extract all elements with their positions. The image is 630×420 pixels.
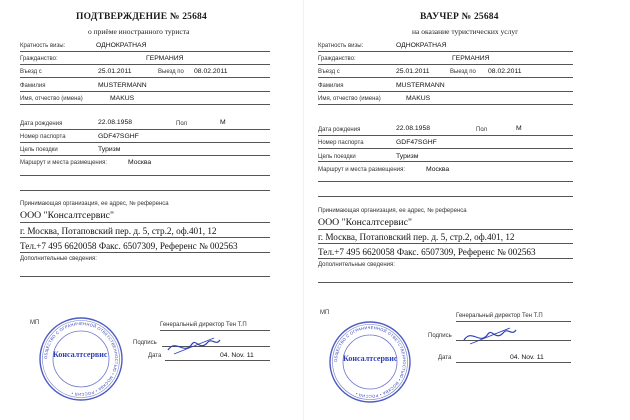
entry-label: Въезд с [20, 69, 42, 75]
exit-value: 08.02.2011 [194, 68, 228, 75]
visa-underline [318, 51, 573, 52]
purpose-underline [318, 161, 573, 162]
org-label: Принимающая организация, ее адрес, № референса [20, 201, 169, 207]
exit-label: Выезд по [450, 69, 476, 75]
stamp-ring-text: ОБЩЕСТВО С ОГРАНИЧЕННОЙ ОТВЕТСТВЕННОСТЬЮ • МОСКВА • РОССИЯ • [332, 324, 408, 400]
date-label: Дата [148, 353, 162, 359]
citizenship-value: ГЕРМАНИЯ [452, 55, 490, 62]
date-value: 04. Nov. 11 [220, 352, 254, 359]
form-title: ПОДТВЕРЖДЕНИЕ № 25684 [76, 12, 207, 22]
purpose-underline [20, 155, 270, 156]
visa-label: Кратность визы: [318, 43, 364, 49]
route-label: Маршрут и места размещения: [318, 167, 406, 173]
org-address: г. Москва, Потаповский пер. д. 5, стр.2, оф.401, 12 [318, 232, 515, 242]
form-subtitle: на оказание туристических услуг [412, 27, 519, 36]
signature-mark [164, 332, 222, 358]
purpose-label: Цель поездки [318, 154, 356, 160]
mp-label: МП [320, 310, 330, 316]
route-underline-1 [20, 175, 270, 176]
form-title: ВАУЧЕР № 25684 [420, 12, 499, 22]
extra-underline [20, 276, 270, 277]
dob-label: Дата рождения [318, 127, 361, 133]
org-phone-underline [318, 258, 573, 259]
entry-value: 25.01.2011 [98, 68, 132, 75]
stamp-name: Консалтсервис [53, 350, 108, 359]
dob-value: 22.08.1958 [396, 125, 431, 132]
purpose-value: Туризм [396, 153, 419, 160]
org-phone-underline [20, 252, 270, 253]
extra-underline [318, 282, 573, 283]
org-phone: Тел.+7 495 6620058 Факс. 6507309, Референс № 002563 [20, 241, 238, 251]
citizenship-underline [318, 64, 573, 65]
dob-underline [318, 135, 573, 136]
purpose-label: Цель поездки [20, 147, 58, 153]
citizenship-label: Гражданство: [20, 56, 58, 62]
director-label: Генеральный директор Тен Т.П [456, 313, 543, 319]
name-underline [20, 104, 270, 105]
name-label: Имя, отчество (имена) [20, 96, 83, 102]
voucher-form [310, 0, 630, 420]
stamp-ring-text: ОБЩЕСТВО С ОГРАНИЧЕННОЙ ОТВЕТСТВЕННОСТЬЮ • МОСКВА • РОССИЯ • [42, 320, 120, 398]
director-underline [160, 330, 270, 331]
org-address-underline [318, 243, 573, 244]
entry-value: 25.01.2011 [396, 68, 430, 75]
surname-underline [20, 91, 270, 92]
purpose-value: Туризм [98, 146, 121, 153]
dob-value: 22.08.1958 [98, 119, 133, 126]
citizenship-label: Гражданство: [318, 56, 356, 62]
mp-label: МП [30, 320, 40, 326]
date-label: Дата [438, 355, 452, 361]
org-name-underline [20, 222, 270, 223]
date-underline [165, 360, 270, 361]
visa-underline [20, 51, 270, 52]
extra-label: Дополнительные сведения: [318, 262, 395, 268]
route-underline-1 [318, 181, 573, 182]
stamp-name: Консалтсервис [343, 354, 398, 363]
exit-value: 08.02.2011 [488, 68, 522, 75]
sex-label: Пол [476, 127, 488, 133]
route-label: Маршрут и места размещения: [20, 160, 108, 166]
surname-label: Фамилия [20, 83, 46, 89]
route-value: Москва [128, 159, 152, 166]
route-underline-2 [20, 190, 270, 191]
org-name-underline [318, 229, 573, 230]
surname-value: MUSTERMANN [396, 82, 445, 89]
org-address-underline [20, 237, 270, 238]
sex-value: М [220, 119, 226, 126]
confirmation-form [0, 0, 300, 420]
signature-mark [460, 322, 518, 348]
extra-label: Дополнительные сведения: [20, 256, 97, 262]
org-address: г. Москва, Потаповский пер. д. 5, стр.2, оф.401, 12 [20, 226, 217, 236]
form-subtitle: о приёме иностранного туриста [88, 27, 190, 36]
citizenship-underline [20, 64, 270, 65]
org-name: ООО "Консалтсервис" [20, 210, 114, 221]
sex-label: Пол [176, 121, 188, 127]
dob-label: Дата рождения [20, 121, 63, 127]
svg-text:ОБЩЕСТВО С ОГРАНИЧЕННОЙ ОТВЕТС [43, 321, 119, 397]
surname-label: Фамилия [318, 83, 344, 89]
citizenship-value: ГЕРМАНИЯ [146, 55, 184, 62]
surname-value: MUSTERMANN [98, 82, 147, 89]
passport-value: GDF47SGHF [396, 139, 437, 146]
visa-value: ОДНОКРАТНАЯ [96, 42, 147, 49]
passport-underline [20, 142, 270, 143]
name-underline [318, 104, 573, 105]
date-underline [456, 362, 571, 363]
name-label: Имя, отчество (имена) [318, 96, 381, 102]
name-value: MAKUS [406, 95, 431, 102]
sex-value: М [516, 125, 522, 132]
entry-label: Въезд с [318, 69, 340, 75]
signature-label: Подпись [428, 333, 452, 339]
dates-underline [20, 77, 270, 78]
dob-underline [20, 129, 270, 130]
surname-underline [318, 91, 573, 92]
passport-value: GDF47SGHF [98, 133, 139, 140]
page-divider [303, 0, 304, 420]
passport-label: Номер паспорта [20, 134, 66, 140]
passport-label: Номер паспорта [318, 140, 364, 146]
visa-value: ОДНОКРАТНАЯ [396, 42, 447, 49]
dates-underline [318, 77, 573, 78]
name-value: MAKUS [110, 95, 135, 102]
route-underline-2 [318, 196, 573, 197]
visa-label: Кратность визы: [20, 43, 66, 49]
route-value: Москва [426, 166, 450, 173]
company-stamp [38, 316, 124, 402]
org-label: Принимающая организация, ее адрес, № референса [318, 208, 467, 214]
signature-label: Подпись [133, 340, 157, 346]
director-label: Генеральный директор Тен Т.П [160, 322, 247, 328]
exit-label: Выезд по [158, 69, 184, 75]
date-value: 04. Nov. 11 [510, 354, 544, 361]
passport-underline [318, 148, 573, 149]
org-name: ООО "Консалтсервис" [318, 217, 412, 228]
org-phone: Тел.+7 495 6620058 Факс. 6507309, Референс № 002563 [318, 247, 536, 257]
